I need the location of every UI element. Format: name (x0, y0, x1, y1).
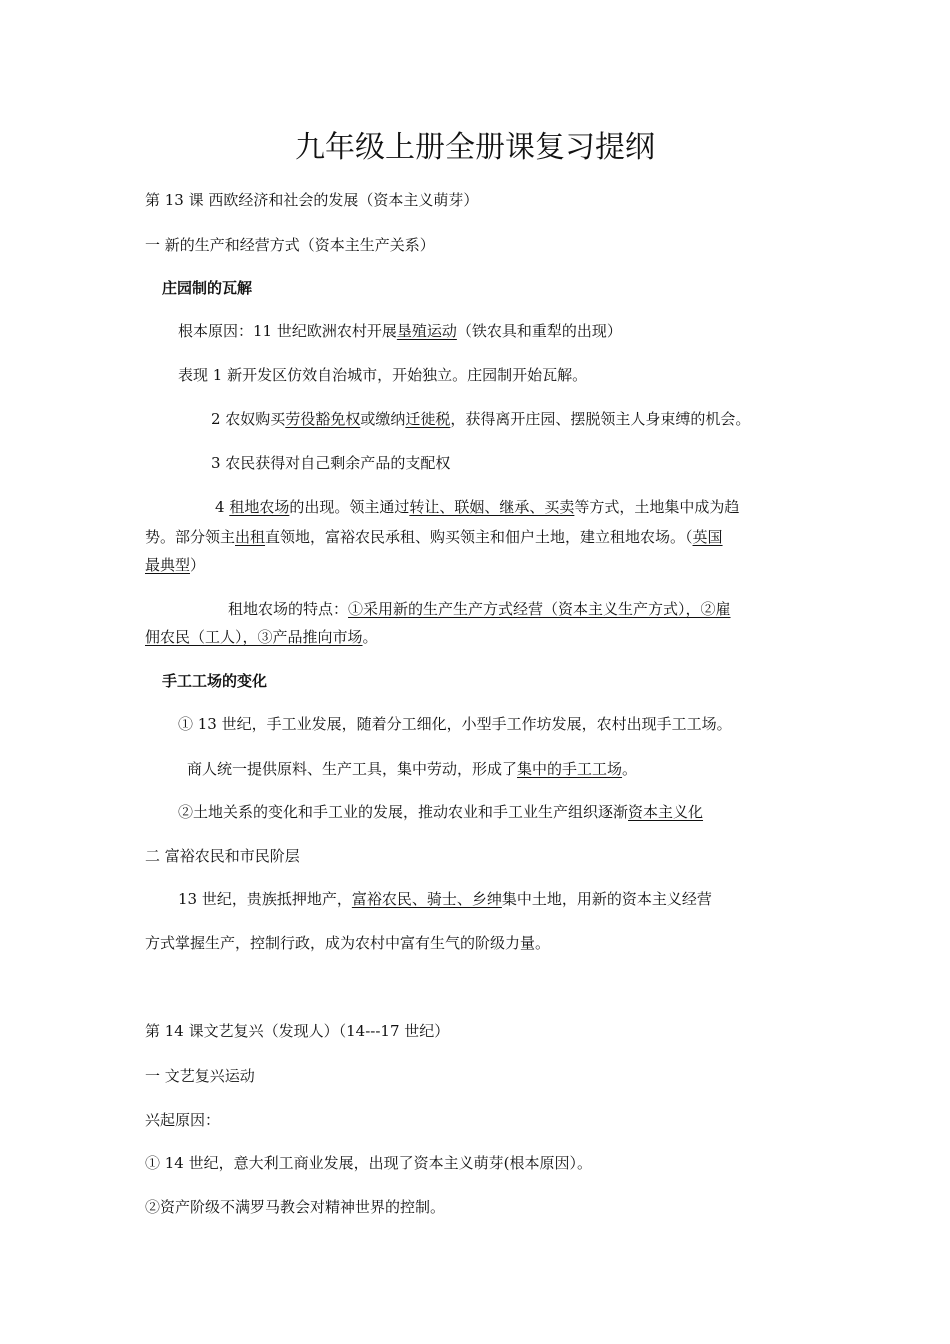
underlined-term: 迁徙税 (405, 410, 451, 428)
underlined-term: 最典型 (145, 556, 191, 574)
text: 商人统一提供原料、生产工具，集中劳动，形成了 (187, 760, 518, 778)
manifestation-3: 3 农民获得对自己剩余产品的支配权 (211, 454, 451, 472)
underlined-term: 佣农民（工人），③产品推向市场 (145, 628, 363, 646)
underlined-term: 出租 (235, 528, 266, 546)
section-2-line-1 (178, 889, 712, 909)
underlined-term: 富裕农民、骑士、乡绅 (351, 890, 502, 908)
text: 等方式，土地集中成为趋 (574, 498, 740, 516)
underlined-term: 垦殖运动 (396, 322, 457, 340)
manifestation-4-line-3 (145, 555, 205, 575)
manifestation-4-line-2 (145, 527, 723, 547)
cause-point-1: ① 14 世纪，意大利工商业发展，出现了资本主义萌芽(根本原因）。 (145, 1154, 592, 1172)
farm-features-line-1 (228, 599, 731, 619)
text: ，获得离开庄园、摆脱领主人身束缚的机会。 (450, 410, 751, 428)
manifestation-4-line-1 (215, 497, 739, 517)
section-2-line-2: 方式掌握生产，控制行政，成为农村中富有生气的阶级力量。 (145, 934, 551, 952)
text: 13 世纪，贵族抵押地产， (178, 890, 352, 908)
lesson-14-section-1: 一 文艺复兴运动 (145, 1067, 255, 1085)
manifestation-1: 表现 1 新开发区仿效自治城市，开始独立。庄园制开始瓦解。 (178, 366, 588, 384)
text: 。 (362, 628, 378, 646)
farm-features-line-2 (145, 627, 378, 647)
workshop-point-3 (178, 802, 703, 822)
underlined-term: 转让、联姻、继承、买卖 (409, 498, 575, 516)
text: 势。部分领主 (145, 528, 236, 546)
text: （铁农具和重犁的出现） (456, 322, 622, 340)
lesson-13-heading: 第 13 课 西欧经济和社会的发展（资本主义萌芽） (145, 191, 479, 209)
section-2-heading: 二 富裕农民和市民阶层 (145, 847, 300, 865)
subheading-workshop: 手工工场的变化 (162, 672, 268, 690)
manifestation-2 (211, 409, 750, 429)
section-1-heading: 一 新的生产和经营方式（资本主生产关系） (145, 236, 435, 254)
text: 直领地，富裕农民承租、购买领主和佃户土地，建立租地农场。（ (265, 528, 693, 546)
workshop-point-1: ① 13 世纪，手工业发展，随着分工细化，小型手工作坊发展，农村出现手工工场。 (178, 715, 732, 733)
text: 或缴纳 (360, 410, 406, 428)
text: 集中土地，用新的资本主义经营 (501, 890, 712, 908)
lesson-14-heading: 第 14 课文艺复兴（发现人）（14---17 世纪） (145, 1022, 450, 1040)
underlined-term: 英国 (692, 528, 723, 546)
text: ） (190, 556, 206, 574)
cause-point-2: ②资产阶级不满罗马教会对精神世界的控制。 (145, 1198, 446, 1216)
text: 4 (215, 498, 230, 516)
text: 租地农场的特点： (228, 600, 349, 618)
underlined-term: 集中的手工工场 (517, 760, 623, 778)
page-title: 九年级上册全册课复习提纲 (295, 130, 655, 165)
cause-label: 兴起原因： (145, 1111, 221, 1129)
underlined-term: ①采用新的生产生产方式经营（资本主义生产方式），②雇 (348, 600, 731, 618)
text: 的出现。领主通过 (289, 498, 410, 516)
text: 。 (622, 760, 638, 778)
underlined-term: 租地农场 (229, 498, 290, 516)
subheading-manor: 庄园制的瓦解 (162, 279, 253, 297)
text: 2 农奴购买 (211, 410, 286, 428)
text: 根本原因：11 世纪欧洲农村开展 (178, 322, 397, 340)
text: ②土地关系的变化和手工业的发展，推动农业和手工业生产组织逐渐 (178, 803, 629, 821)
root-cause-line (178, 321, 622, 341)
underlined-term: 资本主义化 (628, 803, 704, 821)
workshop-point-2 (187, 759, 637, 779)
underlined-term: 劳役豁免权 (285, 410, 361, 428)
